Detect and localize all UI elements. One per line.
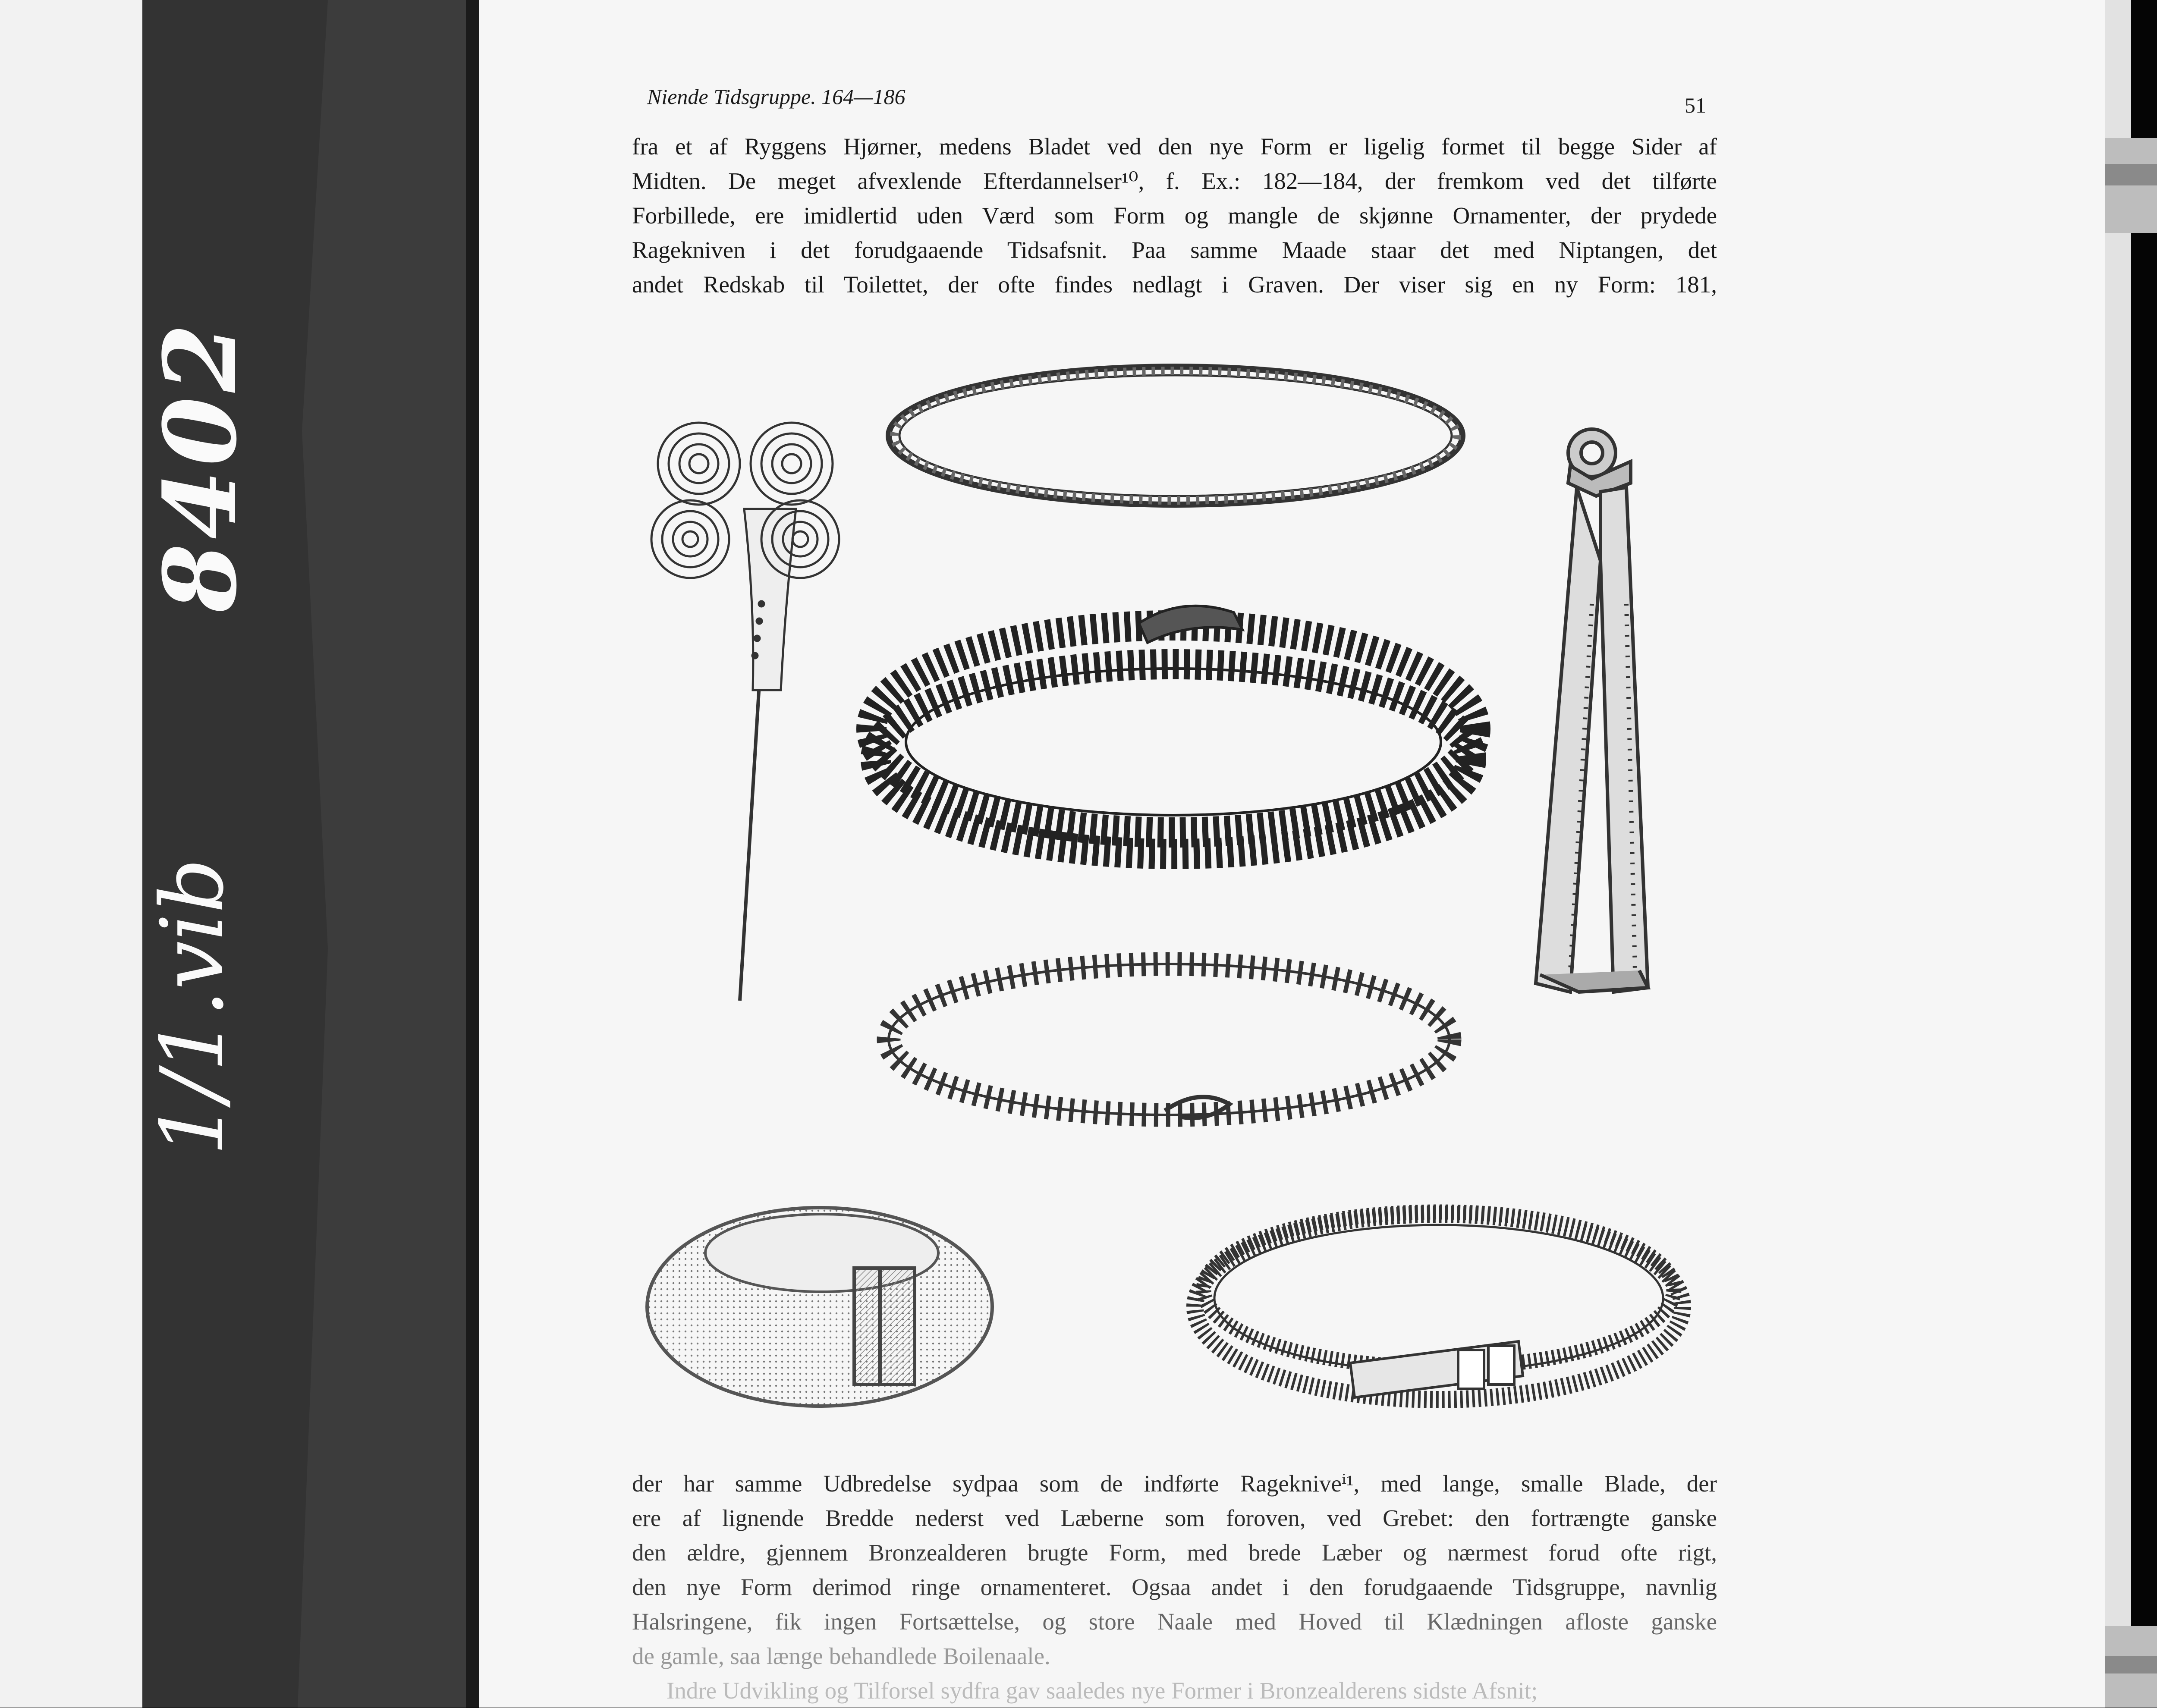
handwritten-catalogue-number: 8402 xyxy=(142,319,259,612)
text-line: Ragekniven i det forudgaaende Tidsafsnit. Paa samme Maade staar det med Niptangen, det xyxy=(632,237,1717,263)
handwritten-catalogue-suffix: 1/1.vib xyxy=(142,858,243,1156)
top-paragraph xyxy=(632,129,1717,302)
running-head: Niende Tidsgruppe. 164—186 xyxy=(647,85,906,109)
left-white-strip xyxy=(0,0,142,1708)
text-line: de gamle, saa længe behandlede Boilenaale. xyxy=(632,1643,1050,1669)
text-line: Halsringene, fik ingen Fortsættelse, og store Naale med Hoved til Klædningen afloste ganske xyxy=(632,1608,1717,1635)
page-number: 51 xyxy=(1685,93,1706,117)
text-line: andet Redskab til Toilettet, der ofte findes nedlagt i Graven. Der viser sig en ny Form: 181, xyxy=(632,271,1717,298)
text-line: den nye Form derimod ringe ornamenteret. Ogsaa andet i den forudgaaende Tidsgruppe, navnlig xyxy=(632,1574,1717,1600)
dotted-thick-bracelet xyxy=(647,1208,992,1406)
text-line: den ældre, gjennem Bronzealderen brugte Form, med brede Læber og nærmest forud ofte rigt, xyxy=(632,1539,1717,1566)
bottom-paragraph xyxy=(632,1466,1717,1708)
text-line: fra et af Ryggens Hjørner, medens Bladet ved den nye Form er ligelig formet til begge Sider af xyxy=(632,133,1717,160)
text-line: Forbillede, ere imidlertid uden Værd som Form og mangle de skjønne Ornamenter, der prydede xyxy=(632,202,1717,229)
text-line: ere af lignende Bredde nederst ved Læberne som foroven, ved Grebet: den fortrængte ganske xyxy=(632,1505,1717,1531)
text-line: der har samme Udbredelse sydpaa som de indførte Ragekniveⁱ¹, med lange, smalle Blade, der xyxy=(632,1470,1717,1497)
text-line: Indre Udvikling og Tilforsel sydfra gav saaledes nye Former i Bronzealderens sidste Afsnit; xyxy=(667,1677,1538,1704)
text-line: Midten. De meget afvexlende Efterdannelser¹⁰, f. Ex.: 182—184, der fremkom ved det tilførte xyxy=(632,168,1717,194)
